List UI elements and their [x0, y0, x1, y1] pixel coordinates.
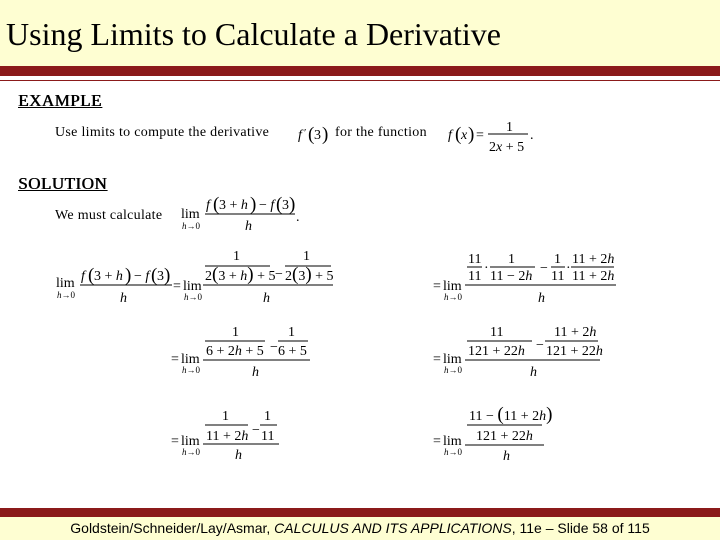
- svg-text:.: .: [296, 210, 300, 225]
- svg-text:1: 1: [222, 409, 229, 424]
- svg-text:1: 1: [232, 325, 239, 340]
- math-limit-expression: [180, 193, 305, 238]
- svg-text:11 − (11 + 2h): 11 − (11 + 2h): [469, 404, 553, 425]
- svg-text:h→0: h→0: [184, 292, 202, 302]
- svg-text:h→0: h→0: [444, 447, 462, 457]
- svg-text:3 + h: 3 + h: [219, 198, 248, 213]
- svg-text:3 + h: 3 + h: [94, 269, 123, 284]
- svg-text:11 + 2h: 11 + 2h: [206, 429, 249, 444]
- svg-text:h: h: [538, 291, 545, 306]
- example-mid-text: for the function: [335, 125, 427, 140]
- svg-text:3: 3: [314, 128, 321, 143]
- svg-text:−: −: [252, 423, 260, 438]
- svg-text:h→0: h→0: [57, 290, 75, 300]
- svg-text:=: =: [171, 434, 179, 449]
- math-step-6: [432, 403, 557, 465]
- svg-text:1: 1: [288, 325, 295, 340]
- svg-text:·: ·: [484, 261, 489, 276]
- svg-text:lim: lim: [443, 434, 462, 449]
- svg-text:11 + 2h: 11 + 2h: [554, 325, 597, 340]
- svg-text:(: (: [151, 265, 158, 286]
- svg-text:′: ′: [304, 127, 307, 139]
- svg-text:=: =: [476, 128, 484, 143]
- svg-text:f: f: [81, 269, 85, 284]
- slide-title: Using Limits to Calculate a Derivative: [6, 16, 501, 52]
- svg-text:6 + 5: 6 + 5: [278, 344, 307, 359]
- svg-text:): ): [250, 194, 257, 215]
- svg-text:h: h: [503, 449, 510, 464]
- svg-text:=: =: [173, 279, 181, 294]
- svg-text:−: −: [540, 261, 548, 276]
- svg-text:− f: − f: [259, 198, 275, 213]
- svg-text:lim: lim: [443, 279, 462, 294]
- svg-text:): ): [164, 265, 171, 286]
- svg-text:6 + 2h + 5: 6 + 2h + 5: [206, 344, 264, 359]
- svg-text:1: 1: [506, 120, 513, 135]
- svg-text:1: 1: [264, 409, 271, 424]
- svg-text:11: 11: [490, 325, 504, 340]
- svg-text:lim: lim: [443, 352, 462, 367]
- svg-text:h: h: [263, 291, 270, 306]
- math-step-3: [170, 403, 290, 465]
- svg-text:lim: lim: [56, 276, 75, 291]
- svg-text:1: 1: [508, 252, 515, 267]
- svg-text:1: 1: [554, 252, 561, 267]
- svg-text:1: 1: [233, 249, 240, 264]
- svg-text:(: (: [455, 124, 462, 145]
- svg-text:lim: lim: [181, 207, 200, 222]
- svg-text:=: =: [433, 434, 441, 449]
- svg-text:=: =: [171, 352, 179, 367]
- solution-heading: SOLUTION: [18, 174, 107, 193]
- svg-text:(: (: [213, 194, 220, 215]
- svg-text:h: h: [245, 219, 252, 234]
- svg-text:f: f: [298, 128, 302, 143]
- footer-accent-bar: [0, 508, 720, 517]
- svg-text:2(3) + 5: 2(3) + 5: [285, 264, 334, 285]
- svg-text:h→0: h→0: [182, 447, 200, 457]
- svg-text:·: ·: [566, 261, 571, 276]
- svg-text:−: −: [275, 267, 283, 282]
- svg-text:h→0: h→0: [444, 365, 462, 375]
- header-accent-bar: [0, 66, 720, 76]
- svg-text:(: (: [88, 265, 95, 286]
- footer-authors: Goldstein/Schneider/Lay/Asmar,: [70, 520, 275, 536]
- svg-text:11: 11: [468, 252, 482, 267]
- svg-text:121 + 22h: 121 + 22h: [468, 344, 525, 359]
- svg-text:3: 3: [282, 198, 289, 213]
- svg-text:− f: − f: [134, 269, 150, 284]
- svg-text:h: h: [530, 365, 537, 380]
- svg-text:f: f: [206, 198, 210, 213]
- svg-text:lim: lim: [181, 434, 200, 449]
- footer-book-title: CALCULUS AND ITS APPLICATIONS: [274, 520, 512, 536]
- solution-text: We must calculate: [55, 208, 163, 223]
- svg-text:): ): [468, 124, 475, 145]
- svg-text:2(3 + h) + 5: 2(3 + h) + 5: [205, 264, 276, 285]
- svg-text:): ): [289, 194, 296, 215]
- slide-header: [0, 0, 720, 66]
- svg-text:121 + 22h: 121 + 22h: [546, 344, 603, 359]
- svg-text:h→0: h→0: [444, 292, 462, 302]
- svg-text:h→0: h→0: [182, 365, 200, 375]
- svg-text:=: =: [433, 279, 441, 294]
- header-accent-line: [0, 80, 720, 81]
- svg-text:lim: lim: [183, 279, 202, 294]
- svg-text:−: −: [270, 340, 278, 355]
- svg-text:11 + 2h: 11 + 2h: [572, 252, 615, 267]
- svg-text:1: 1: [303, 249, 310, 264]
- svg-text:2x + 5: 2x + 5: [489, 140, 525, 155]
- svg-text:−: −: [536, 338, 544, 353]
- math-step-2: [170, 322, 320, 380]
- math-step-5: [432, 322, 607, 382]
- svg-text:(: (: [308, 124, 315, 145]
- svg-text:x: x: [461, 128, 468, 143]
- math-step-4: [432, 245, 622, 305]
- svg-text:11: 11: [468, 269, 482, 284]
- example-text: Use limits to compute the derivative: [55, 125, 270, 140]
- svg-text:(: (: [276, 194, 283, 215]
- math-fprime-3: [296, 122, 332, 146]
- svg-text:lim: lim: [181, 352, 200, 367]
- math-step-1: [55, 245, 340, 305]
- svg-text:11 + 2h: 11 + 2h: [572, 269, 615, 284]
- example-heading: EXAMPLE: [18, 91, 102, 110]
- svg-text:11 − 2h: 11 − 2h: [490, 269, 533, 284]
- svg-text:h: h: [252, 365, 259, 380]
- period: .: [530, 128, 534, 143]
- svg-text:h: h: [120, 291, 127, 306]
- svg-text:): ): [322, 124, 329, 145]
- svg-text:11: 11: [261, 429, 275, 444]
- svg-text:f: f: [448, 128, 452, 143]
- math-function-def: [446, 118, 536, 158]
- svg-text:121 + 22h: 121 + 22h: [476, 429, 533, 444]
- slide-footer: [0, 517, 720, 540]
- svg-text:11: 11: [551, 269, 565, 284]
- svg-text:h→0: h→0: [182, 221, 200, 231]
- svg-text:): ): [125, 265, 132, 286]
- svg-text:h: h: [235, 448, 242, 463]
- footer-slide-number: , 11e – Slide 58 of 115: [511, 520, 650, 536]
- svg-text:3: 3: [157, 269, 164, 284]
- svg-text:=: =: [433, 352, 441, 367]
